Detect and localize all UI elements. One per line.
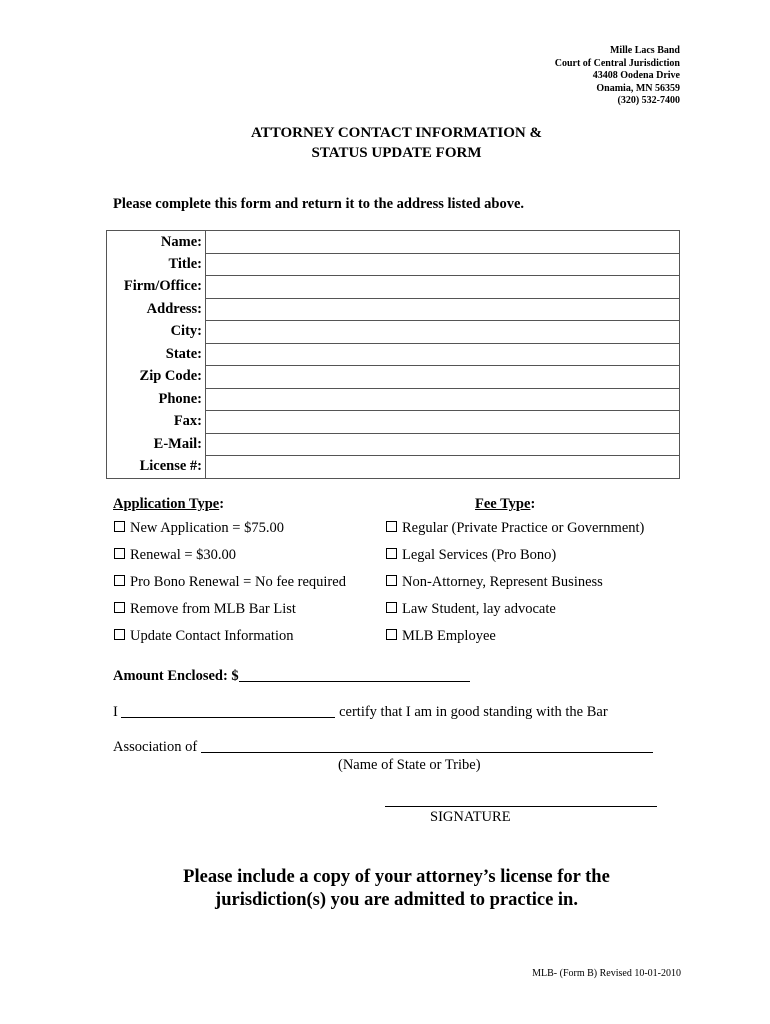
heading-colon: : (219, 496, 225, 512)
state-or-tribe-caption: (Name of State or Tribe) (338, 757, 481, 773)
field-label: Phone: (107, 388, 206, 411)
zip-code-field[interactable] (206, 366, 680, 389)
field-label: State: (107, 343, 206, 366)
field-label: Name: (107, 231, 206, 254)
address-line: Court of Central Jurisdiction (554, 57, 680, 69)
checkbox-icon[interactable] (386, 575, 397, 586)
checkbox-icon[interactable] (114, 629, 125, 640)
title-line: STATUS UPDATE FORM (311, 145, 482, 161)
application-type-label: Application Type (113, 496, 220, 512)
fax-field[interactable] (206, 411, 680, 434)
court-address (555, 45, 680, 108)
state-field[interactable] (206, 343, 680, 366)
heading-colon: : (530, 496, 536, 512)
option-label: New Application = $75.00 (130, 520, 284, 536)
address-field[interactable] (206, 298, 680, 321)
field-label: City: (107, 321, 206, 344)
certify-prefix: I (113, 704, 118, 720)
license-number-field[interactable] (206, 456, 680, 479)
title-line: ATTORNEY CONTACT INFORMATION & (251, 125, 542, 141)
checkbox-icon[interactable] (114, 602, 125, 613)
address-line: Mille Lacs Band (609, 45, 680, 56)
field-row-zip (107, 366, 680, 389)
fee-type-label: Fee Type (475, 496, 531, 512)
option-legal-services[interactable] (386, 546, 556, 564)
option-update-contact[interactable] (114, 627, 293, 645)
association-label: Association of (113, 739, 198, 755)
form-revision-footer: MLB- (Form B) Revised 10-01-2010 (532, 968, 681, 979)
signature-label: SIGNATURE (430, 809, 511, 825)
checkbox-icon[interactable] (386, 602, 397, 613)
field-label: Title: (107, 253, 206, 276)
option-label: Regular (Private Practice or Government) (402, 520, 645, 536)
license-notice (0, 866, 770, 912)
address-line: 43408 Oodena Drive (592, 70, 680, 81)
option-label: Pro Bono Renewal = No fee required (130, 574, 346, 590)
option-remove-from-list[interactable] (114, 600, 296, 618)
city-field[interactable] (206, 321, 680, 344)
field-label: Fax: (107, 411, 206, 434)
field-row-fax (107, 411, 680, 434)
phone-field[interactable] (206, 388, 680, 411)
field-row-license (107, 456, 680, 479)
firm-office-field[interactable] (206, 276, 680, 299)
field-row-state (107, 343, 680, 366)
email-field[interactable] (206, 433, 680, 456)
amount-enclosed (113, 667, 470, 685)
checkbox-icon[interactable] (114, 575, 125, 586)
field-label: Zip Code: (107, 366, 206, 389)
option-label: MLB Employee (402, 628, 496, 644)
amount-label: Amount Enclosed: $ (113, 668, 239, 684)
field-row-firm (107, 276, 680, 299)
option-label: Remove from MLB Bar List (130, 601, 296, 617)
option-new-application[interactable] (114, 519, 284, 537)
contact-fields-table (106, 230, 680, 479)
notice-line: Please include a copy of your attorney’s license for the (183, 867, 610, 887)
field-row-address (107, 298, 680, 321)
option-pro-bono-renewal[interactable] (114, 573, 346, 591)
option-label: Legal Services (Pro Bono) (402, 547, 557, 563)
form-title (0, 123, 770, 163)
fee-type-heading (475, 496, 535, 513)
field-row-email (107, 433, 680, 456)
field-label: License #: (107, 456, 206, 479)
checkbox-icon[interactable] (386, 521, 397, 532)
certify-statement (113, 703, 608, 721)
association-field[interactable] (201, 738, 653, 753)
field-row-city (107, 321, 680, 344)
address-line: (320) 532-7400 (617, 95, 680, 106)
field-row-phone (107, 388, 680, 411)
title-field[interactable] (206, 253, 680, 276)
attorney-name-blank[interactable] (121, 703, 335, 718)
field-label: Firm/Office: (107, 276, 206, 299)
signature-line[interactable] (385, 806, 657, 807)
option-law-student[interactable] (386, 600, 556, 618)
field-row-title (107, 253, 680, 276)
name-field[interactable] (206, 231, 680, 254)
field-label: E-Mail: (107, 433, 206, 456)
checkbox-icon[interactable] (114, 521, 125, 532)
amount-field[interactable] (239, 667, 470, 682)
checkbox-icon[interactable] (114, 548, 125, 559)
application-type-heading (113, 496, 224, 513)
form-instructions: Please complete this form and return it to the address listed above. (113, 196, 525, 212)
option-renewal[interactable] (114, 546, 236, 564)
association-statement (113, 738, 653, 756)
field-label: Address: (107, 298, 206, 321)
option-non-attorney[interactable] (386, 573, 603, 591)
checkbox-icon[interactable] (386, 629, 397, 640)
option-label: Non-Attorney, Represent Business (402, 574, 603, 590)
address-line: Onamia, MN 56359 (596, 82, 680, 94)
option-label: Update Contact Information (130, 628, 294, 644)
certify-suffix: certify that I am in good standing with the Bar (339, 704, 608, 720)
notice-line: jurisdiction(s) you are admitted to practice in. (215, 890, 578, 910)
option-label: Law Student, lay advocate (402, 601, 556, 617)
option-label: Renewal = $30.00 (130, 547, 237, 563)
field-row-name (107, 231, 680, 254)
option-regular[interactable] (386, 519, 644, 537)
checkbox-icon[interactable] (386, 548, 397, 559)
option-mlb-employee[interactable] (386, 627, 496, 645)
